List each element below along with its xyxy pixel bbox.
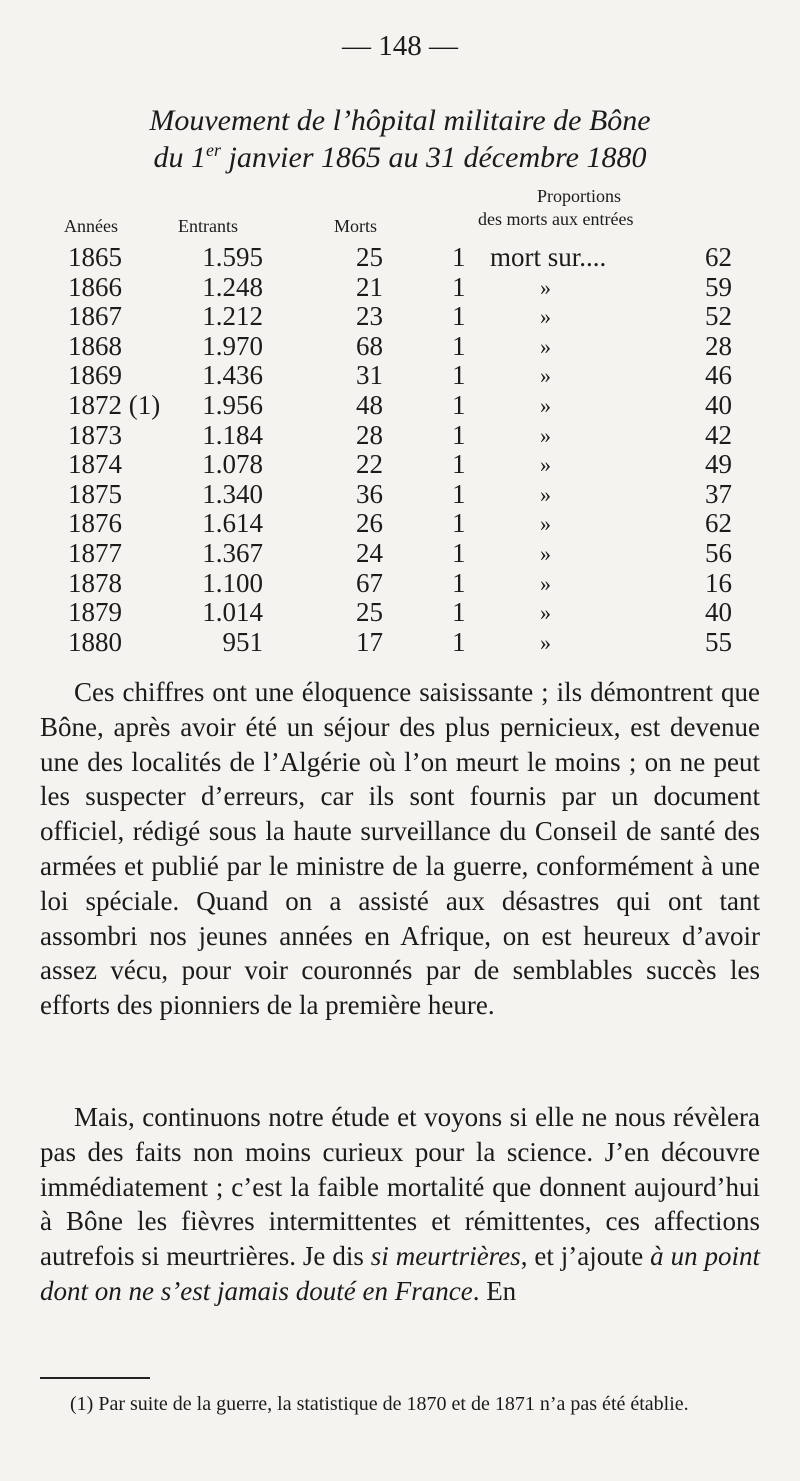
proportion-word-cell: » <box>540 422 551 448</box>
table-row <box>0 331 800 361</box>
table-row <box>0 568 800 598</box>
one-cell: 1 <box>452 508 466 539</box>
morts-cell: 22 <box>356 449 383 480</box>
one-cell: 1 <box>452 242 466 272</box>
ratio-cell: 16 <box>705 567 732 598</box>
proportion-word-cell: » <box>540 304 551 330</box>
entrants-cell: 1.614 <box>202 508 263 539</box>
superscript-er: er <box>206 140 222 160</box>
entrants-cell: 1.340 <box>202 478 263 509</box>
table-row <box>0 272 800 302</box>
proportion-word-cell: » <box>540 363 551 389</box>
entrants-cell: 1.956 <box>202 390 263 420</box>
ratio-cell: 52 <box>705 301 732 332</box>
morts-cell: 68 <box>356 330 383 361</box>
paragraph-1: Ces chiffres ont une éloquence saisissante ; ils démontrent que Bône, après avoir été un séjour des plus pernicieux, est devenue une des localités de l’Algérie où l’on meurt le moins ; on ne peut les suspecter d’erreurs, car ils sont fournis par un document officiel, rédigé sous la haute surveillance du Conseil de santé des armées et publié par le ministre de la guerre, conformément à une loi spéciale. Quand on a assisté aux désastres qui ont tant assombri nos jeunes années en Afrique, on est heureux d’avoir assez vécu, pour voir couronnés par de semblables succès les efforts des pionniers de la première heure. <box>40 677 760 1021</box>
entrants-cell: 1.367 <box>202 538 263 568</box>
column-header-entrants: Entrants <box>178 216 238 236</box>
proportion-word-cell: » <box>540 629 551 655</box>
table-row <box>0 390 800 420</box>
one-cell: 1 <box>452 449 466 480</box>
proportion-word-cell: mort sur.... <box>490 242 607 272</box>
entrants-cell: 1.595 <box>202 242 263 272</box>
table-row <box>0 479 800 509</box>
one-cell: 1 <box>452 567 466 598</box>
ratio-cell: 40 <box>705 390 732 420</box>
proportion-word-cell: » <box>540 600 551 626</box>
year-cell: 1880 <box>68 626 122 657</box>
proportion-word-cell: » <box>540 570 551 596</box>
entrants-cell: 1.014 <box>202 597 263 628</box>
one-cell: 1 <box>452 478 466 509</box>
paragraph-2-part-a: Mais, continuons notre étude et voyons si elle ne nous révèlera pas des faits non moins curieux pour la science. J’en découvre immédiatement ; c’est la faible mortalité que donnent aujourd’hui à Bône les fièvres intermittentes et rémittentes, ces affections autrefois si meurtrières. Je dis <box>40 1102 760 1272</box>
proportion-word-cell: » <box>540 481 551 507</box>
morts-cell: 24 <box>356 538 383 568</box>
column-header-proportions-sub: des morts aux entrées <box>478 209 634 229</box>
entrants-cell: 1.184 <box>202 419 263 450</box>
one-cell: 1 <box>452 538 466 568</box>
footnote: (1) Par suite de la guerre, la statistique de 1870 et de 1871 n’a pas été établie. <box>70 1393 689 1415</box>
morts-cell: 28 <box>356 419 383 450</box>
proportion-word-cell: » <box>540 393 551 418</box>
year-cell: 1874 <box>68 449 122 480</box>
table-title-line-1: Mouvement de l’hôpital militaire de Bône <box>149 104 651 137</box>
proportion-word-cell: » <box>540 274 551 300</box>
year-cell: 1876 <box>68 508 122 539</box>
entrants-cell: 1.212 <box>202 301 263 332</box>
table-row <box>0 360 800 390</box>
morts-cell: 17 <box>356 626 383 657</box>
table-title-line-2: du 1er janvier 1865 au 31 décembre 1880 <box>153 140 647 174</box>
morts-cell: 31 <box>356 360 383 391</box>
paragraph-2-emphasis-1: si meurtrières <box>370 1241 521 1272</box>
table-row <box>0 449 800 479</box>
ratio-cell: 46 <box>705 360 732 391</box>
entrants-cell: 1.078 <box>202 449 263 480</box>
year-cell: 1879 <box>68 597 122 628</box>
entrants-cell: 951 <box>222 626 263 657</box>
one-cell: 1 <box>452 330 466 361</box>
footnote-rule <box>40 1377 150 1379</box>
year-cell: 1869 <box>68 360 122 391</box>
ratio-cell: 55 <box>705 626 732 657</box>
proportion-word-cell: » <box>540 541 551 566</box>
year-cell: 1867 <box>68 301 122 332</box>
year-cell: 1868 <box>68 330 122 361</box>
column-header-proportions: Proportions <box>537 186 622 206</box>
paragraph-2-part-c: . En <box>472 1275 517 1306</box>
entrants-cell: 1.248 <box>202 271 263 302</box>
year-cell: 1873 <box>68 419 122 450</box>
morts-cell: 25 <box>356 597 383 628</box>
table-row <box>0 538 800 568</box>
ratio-cell: 59 <box>705 271 732 302</box>
one-cell: 1 <box>452 419 466 450</box>
table-row <box>0 301 800 331</box>
morts-cell: 48 <box>356 390 383 420</box>
proportion-word-cell: » <box>540 452 551 478</box>
page-number: — 148 — <box>342 30 458 62</box>
table-row <box>0 627 800 657</box>
year-cell: 1878 <box>68 567 122 598</box>
year-cell: 1866 <box>68 271 122 302</box>
one-cell: 1 <box>452 301 466 332</box>
paragraph-2-part-b: , et j’ajoute <box>520 1241 651 1272</box>
one-cell: 1 <box>452 360 466 391</box>
column-header-years: Années <box>64 216 118 236</box>
table-row <box>0 420 800 450</box>
ratio-cell: 49 <box>705 449 732 480</box>
paragraph-2-emphasis-2: à un point dont on ne s’est jamais douté en France <box>40 1241 761 1306</box>
ratio-cell: 28 <box>705 330 732 361</box>
morts-cell: 23 <box>356 301 383 332</box>
entrants-cell: 1.436 <box>202 360 263 391</box>
paragraph-2 <box>40 1100 760 1309</box>
morts-cell: 36 <box>356 478 383 509</box>
ratio-cell: 62 <box>705 242 732 272</box>
one-cell: 1 <box>452 271 466 302</box>
entrants-cell: 1.970 <box>202 330 263 361</box>
proportion-word-cell: » <box>540 333 551 359</box>
ratio-cell: 37 <box>705 478 732 509</box>
morts-cell: 25 <box>356 242 383 272</box>
ratio-cell: 62 <box>705 508 732 539</box>
year-cell: 1877 <box>68 538 122 568</box>
morts-cell: 21 <box>356 271 383 302</box>
one-cell: 1 <box>452 626 466 657</box>
year-cell: 1872 (1) <box>68 390 161 420</box>
ratio-cell: 42 <box>705 419 732 450</box>
one-cell: 1 <box>452 597 466 628</box>
morts-cell: 67 <box>356 567 383 598</box>
table-row <box>0 508 800 538</box>
morts-cell: 26 <box>356 508 383 539</box>
entrants-cell: 1.100 <box>202 567 263 598</box>
year-cell: 1865 <box>68 242 122 272</box>
one-cell: 1 <box>452 390 466 420</box>
table-row <box>0 242 800 272</box>
column-header-morts: Morts <box>334 216 378 236</box>
year-cell: 1875 <box>68 478 122 509</box>
table-row <box>0 597 800 627</box>
ratio-cell: 40 <box>705 597 732 628</box>
proportion-word-cell: » <box>540 511 551 537</box>
ratio-cell: 56 <box>705 538 732 568</box>
